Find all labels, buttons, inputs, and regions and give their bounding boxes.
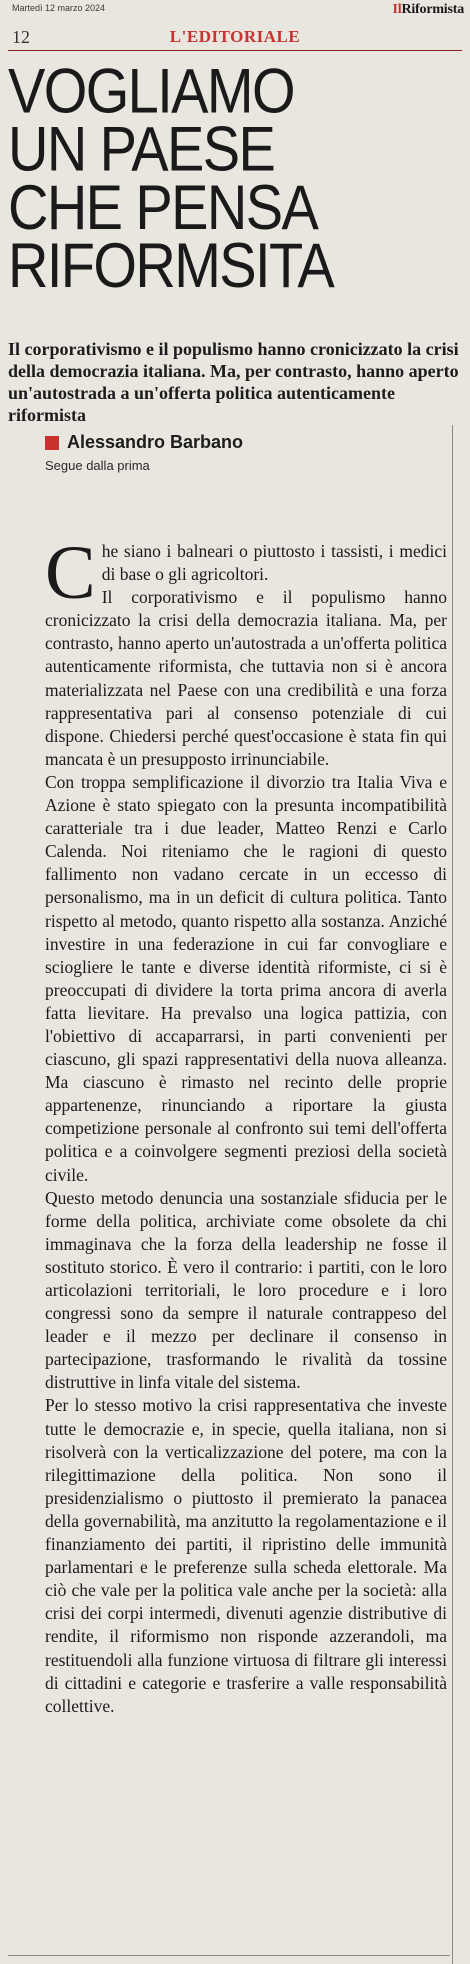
paragraph-4: Questo metodo denuncia una sostanziale sfiducia per le forme della politica, archiviate come obsolete da chi immaginava che la forza della leadership ne fosse il sostituto storico. È vero il contrario: i partiti, con le loro articolazioni territoriali, le loro procedure e i loro congressi sono da sempre il naturale contrappeso del leader e il mezzo per declinare il consenso in partecipazione, trasformando le rivalità da tossine distruttive in linfa vitale del sistema. [45,1187,447,1393]
logo-prefix: Il [392,2,402,17]
logo-name: Riformista [401,2,464,17]
headline-line-3: CHE PENSA [8,171,318,243]
headline-line-2: UN PAESE [8,113,275,185]
headline-line-4: RIFORMSITA [8,230,334,301]
article-subhead: Il corporativismo e il populismo hanno cronicizzato la crisi della democrazia italiana. Ma, per contrasto, hanno aperto un'autostrada a un'offerta politica autenticamente riformista [8,339,459,425]
byline-square-icon [45,436,59,450]
header-divider [8,50,462,51]
masthead-strip [0,0,470,26]
bottom-rule [8,1955,450,1956]
issue-date: Martedì 12 marzo 2024 [12,3,106,13]
drop-cap: C [45,531,96,615]
paragraph-3: Con troppa semplificazione il divorzio tra Italia Viva e Azione è stato spiegato con la presunta incompatibilità caratteriale tra i due leader, Matteo Renzi e Carlo Calenda. Noi riteniamo che le ragioni di questo fallimento non vadano cercate in un eccesso di personalismo, ma in un deficit di cultura politica. Tanto rispetto al metodo, quanto rispetto alla sostanza. Anziché investire in una federazione in cui far convogliare e sciogliere le tante e diverse identità riformiste, ci si è preoccupati di dividere la torta prima ancora di averla fatta lievitare. Ha prevalso una logica pattizia, con l'obiettivo di accaparrarsi, in parti convenienti per ciascuno, gli spazi rappresentativi della nuova alleanza. Ma ciascuno è rimasto nel recinto delle proprie appartenenze, rinunciando a riportare la giusta competizione personale al confronto sui temi dell'offerta politica e a coinvolgere segmenti preziosi della società civile. [45,771,447,1185]
article-headline [8,55,458,301]
column-divider [452,425,453,1964]
page-number: 12 [12,27,30,47]
paragraph-1-text: he siano i balneari o piuttosto i tassisti, i medici di base o gli agricoltori. [101,541,447,585]
paragraph-1 [45,531,447,615]
paragraph-2: Il corporativismo e il populismo hanno cronicizzato la crisi della democrazia italiana. Ma, per contrasto, hanno aperto un'autostrada a un'offerta politica autenticamente riformista, che tuttavia non si è ancora materializzata nel Paese con una credibilità e una forza rappresentativa pari al consenso potenziale di cui dispone. Chiedersi perché quest'occasione è stata fin qui mancata è un presupposto irrinunciabile. [45,587,447,769]
byline [45,432,243,453]
paragraph-5: Per lo stesso motivo la crisi rappresentativa che investe tutte le democrazie e, in specie, quella italiana, non si risolverà con la verticalizzazione del potere, ma con la rilegittimazione della politica. Non sono il presidenzialismo o piuttosto il premierato la panacea della governabilità, ma anzitutto la regolamentazione e il finanziamento dei partiti, il ripristino delle immunità parlamentari e le preferenze sulla scheda elettorale. Ma ciò che vale per la politica vale anche per la società: alla crisi dei corpi intermedi, divenuti agenzie distributive di rendite, il riformismo non risponde azzerandoli, ma restituendoli alla funzione virtuosa di filtrare gli interessi di cittadini e categorie e trasferire a valle responsabilità collettive. [45,1395,447,1716]
author-name: Alessandro Barbano [67,432,244,452]
article-body [45,531,447,1718]
headline-line-1: VOGLIAMO [8,55,294,126]
section-label: L'EDITORIALE [169,27,301,46]
newspaper-logo [393,2,465,18]
continuation-note: Segue dalla prima [45,458,150,473]
